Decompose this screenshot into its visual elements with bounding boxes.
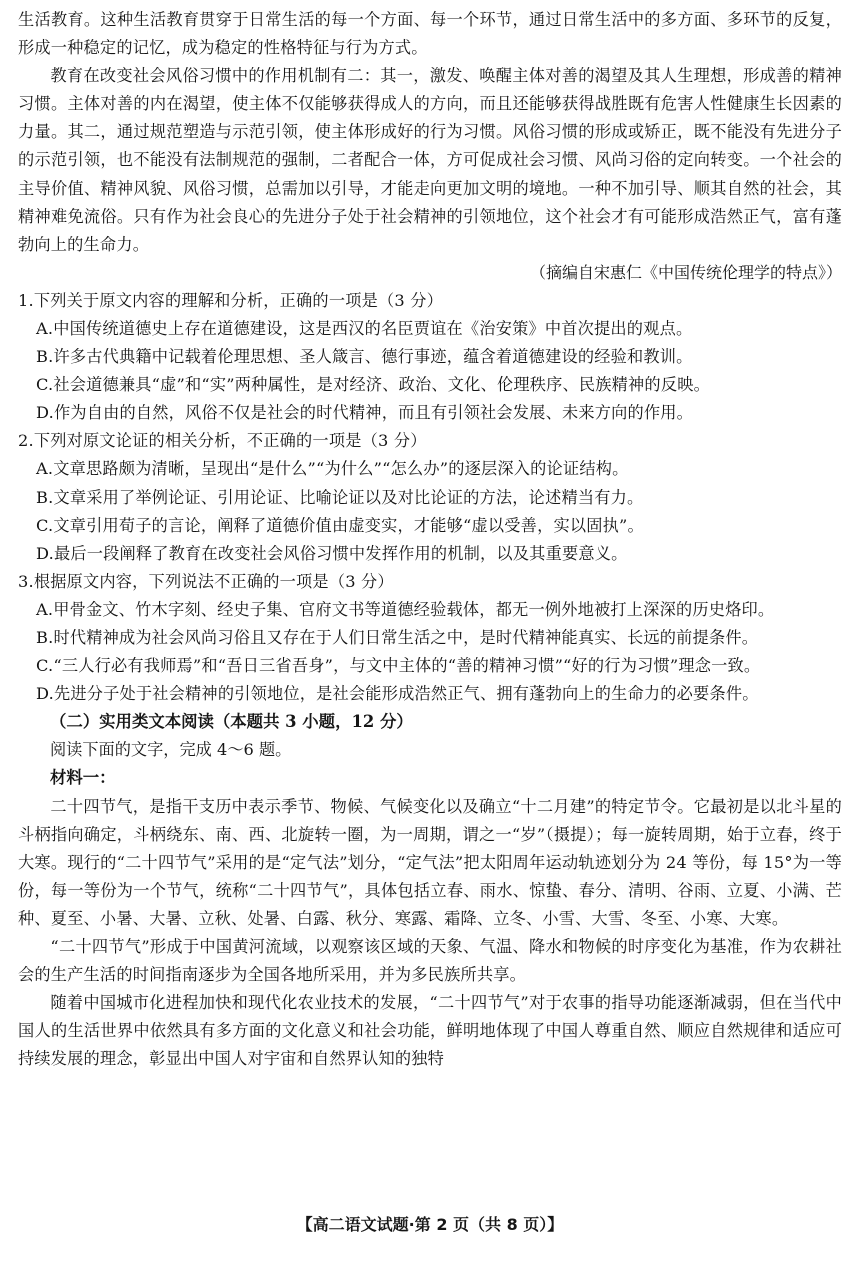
option-a: A.中国传统道德史上存在道德建设，这是西汉的名臣贾谊在《治安策》中首次提出的观点。 [36,318,693,338]
option-d: D.最后一段阐释了教育在改变社会风俗习惯中发挥作用的机制，以及其重要意义。 [36,543,628,563]
material-label: 材料一： [50,768,116,788]
question-stem: 2.下列对原文论证的相关分析，不正确的一项是（3 分） [18,431,427,451]
question-stem: 3.根据原文内容，下列说法不正确的一项是（3 分） [18,571,394,591]
paragraph-continued: 生活教育。这种生活教育贯穿于日常生活的每一个方面、每一个环节，通过日常生活中的多方面、多环节的反复，形成一种稳定的记忆，成为稳定的性格特征与行为方式。 [18,10,842,58]
section-heading: （二）实用类文本阅读（本题共 3 小题，12 分） [50,712,413,732]
material-paragraph: 随着中国城市化进程加快和现代化农业技术的发展，“二十四节气”对于农事的指导功能逐渐减弱，但在当代中国人的生活世界中依然具有多方面的文化意义和社会功能，鲜明地体现了中国人尊重自然、顺应自然规律和适应可持续发展的理念，彰显出中国人对宇宙和自然界认知的独特 [18,993,842,1069]
paragraph-education-mechanism: 教育在改变社会风俗习惯中的作用机制有二：其一，激发、唤醒主体对善的渴望及其人生理想，形成善的精神习惯。主体对善的内在渴望，使主体不仅能够获得成人的方向，而且还能够获得战胜既有危害人性健康生长因素的力量。其二，通过规范塑造与示范引领，使主体形成好的行为习惯。风俗习惯的形成或矫正，既不能没有先进分子的示范引领，也不能没有法制规范的强制，二者配合一体，方可促成社会习惯、风尚习俗的定向转变。一个社会的主导价值、精神风貌、风俗习惯，总需加以引导，才能走向更加文明的境地。一种不加引导、顺其自然的社会，其精神难免流俗。只有作为社会良心的先进分子处于社会精神的引领地位，这个社会才有可能形成浩然正气，富有蓬勃向上的生命力。 [18,66,842,254]
question-stem: 1.下列关于原文内容的理解和分析，正确的一项是（3 分） [18,290,443,310]
section-instruction: 阅读下面的文字，完成 4～6 题。 [50,740,292,760]
option-b: B.文章采用了举例论证、引用论证、比喻论证以及对比论证的方法，论述精当有力。 [36,487,644,507]
option-d: D.作为自由的自然，风俗不仅是社会的时代精神，而且有引领社会发展、未来方向的作用。 [36,403,694,423]
question-3 [18,568,842,708]
question-2 [18,427,842,567]
option-b: B.许多古代典籍中记载着伦理思想、圣人箴言、德行事迹，蕴含着道德建设的经验和教训。 [36,347,693,367]
document-page [18,6,842,1073]
option-d: D.先进分子处于社会精神的引领地位，是社会能形成浩然正气、拥有蓬勃向上的生命力的必要条件。 [36,684,759,704]
material-paragraph: 二十四节气，是指干支历中表示季节、物候、气候变化以及确立“十二月建”的特定节令。它最初是以北斗星的斗柄指向确定，斗柄绕东、南、西、北旋转一圈，为一周期，谓之一“岁”（摄提）；每一旋转周期，始于立春，终于大寒。现行的“二十四节气”采用的是“定气法”划分，“定气法”把太阳周年运动轨迹划分为 24 等份，每 15°为一等份，每一等份为一个节气，统称“二十四节气”，具体包括立春、雨水、惊蛰、春分、清明、谷雨、立夏、小满、芒种、夏至、小暑、大暑、立秋、处暑、白露、秋分、寒露、霜降、立冬、小雪、大雪、冬至、小寒、大寒。 [18,796,842,928]
option-b: B.时代精神成为社会风尚习俗且又存在于人们日常生活之中，是时代精神能真实、长远的前提条件。 [36,627,759,647]
page-footer: 【高二语文试题·第 2 页（共 8 页）】 [296,1215,564,1234]
option-a: A.文章思路颇为清晰，呈现出“是什么”“为什么”“怎么办”的逐层深入的论证结构。 [36,459,629,479]
option-c: C.社会道德兼具“虚”和“实”两种属性，是对经济、政治、文化、伦理秩序、民族精神的反映。 [36,375,710,395]
source-citation: （摘编自宋惠仁《中国传统伦理学的特点》） [529,262,842,282]
option-c: C.文章引用荀子的言论，阐释了道德价值由虚变实，才能够“虚以受善，实以固执”。 [36,515,644,535]
question-1 [18,287,842,427]
option-c: C.“三人行必有我师焉”和“吾日三省吾身”，与文中主体的“善的精神习惯”“好的行为习惯”理念一致。 [36,656,761,676]
material-paragraph: “二十四节气”形成于中国黄河流域，以观察该区域的天象、气温、降水和物候的时序变化为基准，作为农耕社会的生产生活的时间指南逐步为全国各地所采用，并为多民族所共享。 [18,937,842,985]
option-a: A.甲骨金文、竹木字刻、经史子集、官府文书等道德经验载体，都无一例外地被打上深深的历史烙印。 [36,599,775,619]
